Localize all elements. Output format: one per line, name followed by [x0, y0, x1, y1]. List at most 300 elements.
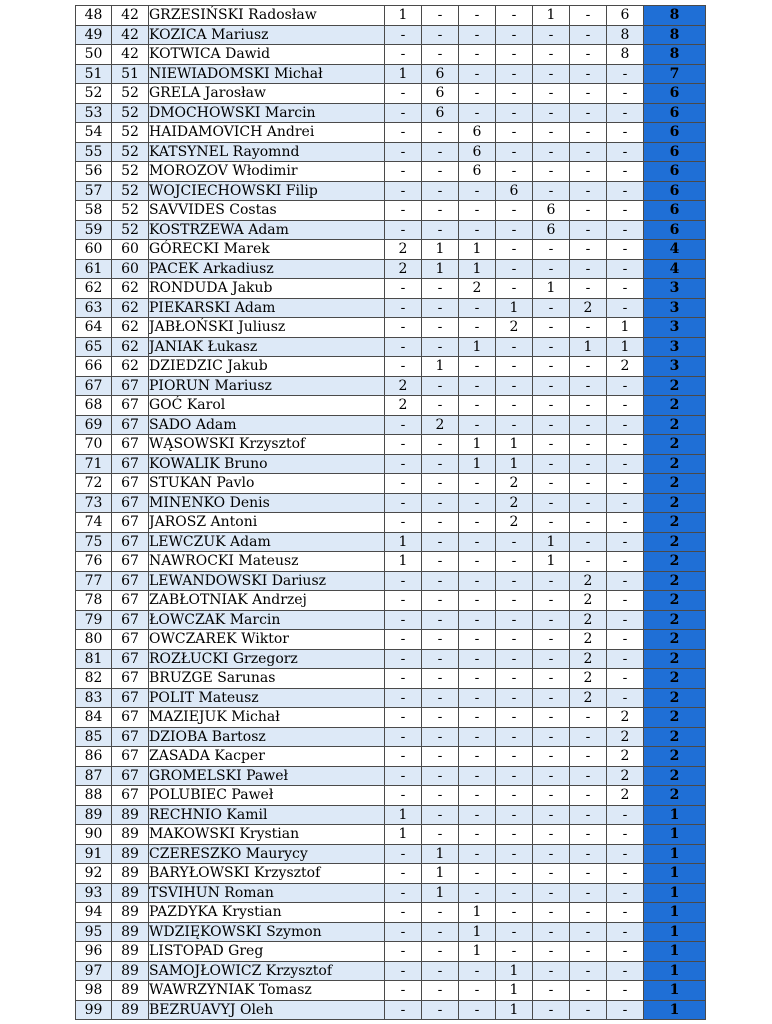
total-points-cell: 2 — [644, 376, 706, 396]
player-name-cell: CZERESZKO Maurycy — [149, 844, 385, 864]
tournament-score-cell: - — [607, 493, 644, 513]
table-row — [76, 708, 706, 728]
tournament-score-cell: 1 — [459, 240, 496, 260]
tournament-score-cell: - — [533, 883, 570, 903]
tournament-score-cell: 2 — [385, 240, 422, 260]
tournament-score-cell: - — [422, 318, 459, 338]
tournament-score-cell: - — [607, 259, 644, 279]
tournament-score-cell: 2 — [570, 571, 607, 591]
tournament-score-cell: - — [385, 961, 422, 981]
tournament-score-cell: - — [385, 103, 422, 123]
tied-place-cell: 67 — [112, 630, 149, 650]
position-cell: 71 — [76, 454, 112, 474]
tournament-score-cell: 1 — [533, 6, 570, 26]
ranking-table — [75, 5, 706, 1020]
table-row — [76, 201, 706, 221]
tournament-score-cell: - — [607, 532, 644, 552]
tournament-score-cell: - — [459, 591, 496, 611]
total-points-cell: 2 — [644, 571, 706, 591]
tournament-score-cell: - — [533, 922, 570, 942]
tournament-score-cell: - — [570, 103, 607, 123]
total-points-cell: 2 — [644, 610, 706, 630]
position-cell: 79 — [76, 610, 112, 630]
tournament-score-cell: - — [570, 201, 607, 221]
tournament-score-cell: - — [459, 64, 496, 84]
tournament-score-cell: 2 — [607, 766, 644, 786]
position-cell: 51 — [76, 64, 112, 84]
tied-place-cell: 67 — [112, 474, 149, 494]
total-points-cell: 2 — [644, 435, 706, 455]
tournament-score-cell: - — [385, 318, 422, 338]
tournament-score-cell: - — [459, 844, 496, 864]
tournament-score-cell: - — [533, 357, 570, 377]
total-points-cell: 2 — [644, 688, 706, 708]
tournament-score-cell: - — [422, 552, 459, 572]
tournament-score-cell: - — [570, 84, 607, 104]
tournament-score-cell: 1 — [459, 259, 496, 279]
table-row — [76, 571, 706, 591]
table-row — [76, 903, 706, 923]
position-cell: 50 — [76, 45, 112, 65]
tournament-score-cell: - — [385, 337, 422, 357]
position-cell: 74 — [76, 513, 112, 533]
tournament-score-cell: - — [385, 844, 422, 864]
tournament-score-cell: - — [496, 922, 533, 942]
tournament-score-cell: 1 — [496, 435, 533, 455]
tournament-score-cell: - — [496, 376, 533, 396]
player-name-cell: DZIEDZIC Jakub — [149, 357, 385, 377]
player-name-cell: POLIT Mateusz — [149, 688, 385, 708]
tournament-score-cell: 1 — [496, 981, 533, 1001]
tournament-score-cell: - — [533, 181, 570, 201]
tournament-score-cell: - — [607, 630, 644, 650]
position-cell: 57 — [76, 181, 112, 201]
tournament-score-cell: - — [459, 103, 496, 123]
total-points-cell: 3 — [644, 357, 706, 377]
position-cell: 64 — [76, 318, 112, 338]
position-cell: 61 — [76, 259, 112, 279]
tournament-score-cell: - — [459, 532, 496, 552]
position-cell: 52 — [76, 84, 112, 104]
tournament-score-cell: 1 — [496, 454, 533, 474]
tournament-score-cell: - — [533, 435, 570, 455]
tournament-score-cell: - — [570, 279, 607, 299]
tournament-score-cell: 1 — [496, 298, 533, 318]
tournament-score-cell: 2 — [422, 415, 459, 435]
tournament-score-cell: - — [385, 727, 422, 747]
tournament-score-cell: - — [496, 259, 533, 279]
total-points-cell: 2 — [644, 708, 706, 728]
tournament-score-cell: - — [570, 259, 607, 279]
tournament-score-cell: - — [459, 181, 496, 201]
tournament-score-cell: - — [533, 142, 570, 162]
tournament-score-cell: 2 — [570, 610, 607, 630]
table-row — [76, 103, 706, 123]
tournament-score-cell: 2 — [607, 786, 644, 806]
tied-place-cell: 67 — [112, 688, 149, 708]
tournament-score-cell: - — [570, 552, 607, 572]
tournament-score-cell: - — [385, 786, 422, 806]
tournament-score-cell: - — [533, 864, 570, 884]
position-cell: 90 — [76, 825, 112, 845]
table-row — [76, 435, 706, 455]
tournament-score-cell: 1 — [385, 825, 422, 845]
player-name-cell: DMOCHOWSKI Marcin — [149, 103, 385, 123]
position-cell: 81 — [76, 649, 112, 669]
player-name-cell: MOROZOV Włodimir — [149, 162, 385, 182]
tournament-score-cell: - — [533, 708, 570, 728]
tournament-score-cell: - — [422, 25, 459, 45]
total-points-cell: 2 — [644, 532, 706, 552]
tournament-score-cell: - — [385, 610, 422, 630]
table-row — [76, 591, 706, 611]
tied-place-cell: 89 — [112, 844, 149, 864]
table-row — [76, 64, 706, 84]
tied-place-cell: 89 — [112, 903, 149, 923]
tournament-score-cell: - — [422, 532, 459, 552]
position-cell: 55 — [76, 142, 112, 162]
tournament-score-cell: 2 — [459, 279, 496, 299]
tournament-score-cell: - — [570, 747, 607, 767]
tournament-score-cell: 1 — [459, 435, 496, 455]
tournament-score-cell: - — [570, 435, 607, 455]
tournament-score-cell: 1 — [459, 454, 496, 474]
tournament-score-cell: - — [607, 669, 644, 689]
player-name-cell: DZIOBA Bartosz — [149, 727, 385, 747]
tournament-score-cell: - — [533, 298, 570, 318]
tournament-score-cell: - — [533, 786, 570, 806]
tournament-score-cell: 1 — [385, 6, 422, 26]
tournament-score-cell: - — [607, 883, 644, 903]
tournament-score-cell: - — [385, 922, 422, 942]
tournament-score-cell: 8 — [607, 25, 644, 45]
tournament-score-cell: 8 — [607, 45, 644, 65]
tournament-score-cell: 2 — [496, 513, 533, 533]
tournament-score-cell: - — [385, 883, 422, 903]
tournament-score-cell: - — [570, 220, 607, 240]
tied-place-cell: 89 — [112, 864, 149, 884]
table-row — [76, 961, 706, 981]
tournament-score-cell: - — [385, 747, 422, 767]
tournament-score-cell: 2 — [607, 727, 644, 747]
player-name-cell: KOWALIK Bruno — [149, 454, 385, 474]
player-name-cell: GROMELSKI Paweł — [149, 766, 385, 786]
tied-place-cell: 67 — [112, 435, 149, 455]
tied-place-cell: 67 — [112, 747, 149, 767]
total-points-cell: 2 — [644, 766, 706, 786]
tied-place-cell: 52 — [112, 123, 149, 143]
tournament-score-cell: - — [570, 45, 607, 65]
tournament-score-cell: - — [496, 610, 533, 630]
tournament-score-cell: 6 — [533, 220, 570, 240]
tournament-score-cell: - — [533, 123, 570, 143]
tied-place-cell: 67 — [112, 376, 149, 396]
tied-place-cell: 62 — [112, 357, 149, 377]
tournament-score-cell: - — [496, 708, 533, 728]
tournament-score-cell: - — [385, 688, 422, 708]
position-cell: 98 — [76, 981, 112, 1001]
player-name-cell: PACEK Arkadiusz — [149, 259, 385, 279]
tournament-score-cell: - — [570, 864, 607, 884]
tournament-score-cell: - — [422, 162, 459, 182]
table-row — [76, 240, 706, 260]
tournament-score-cell: - — [385, 162, 422, 182]
tournament-score-cell: - — [533, 630, 570, 650]
tournament-score-cell: - — [385, 708, 422, 728]
total-points-cell: 1 — [644, 825, 706, 845]
table-row — [76, 220, 706, 240]
tied-place-cell: 89 — [112, 825, 149, 845]
tournament-score-cell: - — [422, 571, 459, 591]
tournament-score-cell: - — [607, 376, 644, 396]
position-cell: 54 — [76, 123, 112, 143]
player-name-cell: BEZRUAVYJ Oleh — [149, 1000, 385, 1020]
tournament-score-cell: - — [570, 903, 607, 923]
tournament-score-cell: - — [422, 396, 459, 416]
tournament-score-cell: - — [459, 84, 496, 104]
tournament-score-cell: - — [607, 942, 644, 962]
tournament-score-cell: 2 — [385, 376, 422, 396]
tournament-score-cell: - — [422, 591, 459, 611]
tournament-score-cell: - — [496, 64, 533, 84]
player-name-cell: JANIAK Łukasz — [149, 337, 385, 357]
tournament-score-cell: - — [422, 942, 459, 962]
tournament-score-cell: - — [570, 825, 607, 845]
tournament-score-cell: 2 — [607, 357, 644, 377]
tournament-score-cell: - — [533, 454, 570, 474]
tournament-score-cell: - — [533, 942, 570, 962]
table-row — [76, 337, 706, 357]
tournament-score-cell: - — [607, 864, 644, 884]
tournament-score-cell: - — [422, 337, 459, 357]
tournament-score-cell: - — [570, 162, 607, 182]
tournament-score-cell: - — [385, 981, 422, 1001]
tied-place-cell: 52 — [112, 84, 149, 104]
tournament-score-cell: - — [570, 883, 607, 903]
tournament-score-cell: - — [607, 298, 644, 318]
position-cell: 67 — [76, 376, 112, 396]
total-points-cell: 2 — [644, 493, 706, 513]
player-name-cell: ZASADA Kacper — [149, 747, 385, 767]
tournament-score-cell: - — [570, 922, 607, 942]
player-name-cell: SAMOJŁOWICZ Krzysztof — [149, 961, 385, 981]
tournament-score-cell: - — [422, 142, 459, 162]
tournament-score-cell: 2 — [570, 298, 607, 318]
tournament-score-cell: - — [607, 591, 644, 611]
tournament-score-cell: 1 — [533, 552, 570, 572]
tournament-score-cell: - — [570, 64, 607, 84]
tournament-score-cell: - — [533, 415, 570, 435]
tournament-score-cell: - — [533, 513, 570, 533]
tournament-score-cell: - — [422, 6, 459, 26]
total-points-cell: 3 — [644, 318, 706, 338]
total-points-cell: 1 — [644, 844, 706, 864]
tournament-score-cell: 1 — [533, 532, 570, 552]
tournament-score-cell: - — [496, 396, 533, 416]
tournament-score-cell: - — [533, 64, 570, 84]
tournament-score-cell: - — [422, 708, 459, 728]
tied-place-cell: 67 — [112, 415, 149, 435]
tournament-score-cell: - — [570, 786, 607, 806]
player-name-cell: RONDUDA Jakub — [149, 279, 385, 299]
tournament-score-cell: 6 — [459, 123, 496, 143]
tournament-score-cell: - — [459, 688, 496, 708]
tournament-score-cell: - — [496, 415, 533, 435]
table-row — [76, 474, 706, 494]
tournament-score-cell: - — [533, 571, 570, 591]
tied-place-cell: 67 — [112, 591, 149, 611]
tournament-score-cell: 1 — [496, 961, 533, 981]
tournament-score-cell: - — [422, 630, 459, 650]
total-points-cell: 8 — [644, 6, 706, 26]
position-cell: 80 — [76, 630, 112, 650]
tied-place-cell: 67 — [112, 513, 149, 533]
tournament-score-cell: - — [570, 415, 607, 435]
position-cell: 65 — [76, 337, 112, 357]
table-row — [76, 864, 706, 884]
tournament-score-cell: - — [496, 84, 533, 104]
tied-place-cell: 89 — [112, 805, 149, 825]
total-points-cell: 1 — [644, 805, 706, 825]
tournament-score-cell: - — [607, 474, 644, 494]
tournament-score-cell: - — [459, 6, 496, 26]
tied-place-cell: 52 — [112, 220, 149, 240]
tied-place-cell: 52 — [112, 181, 149, 201]
tournament-score-cell: - — [570, 318, 607, 338]
tied-place-cell: 67 — [112, 532, 149, 552]
tournament-score-cell: - — [422, 220, 459, 240]
total-points-cell: 1 — [644, 961, 706, 981]
tournament-score-cell: 2 — [570, 688, 607, 708]
tournament-score-cell: - — [459, 298, 496, 318]
position-cell: 49 — [76, 25, 112, 45]
tournament-score-cell: 2 — [496, 318, 533, 338]
tournament-score-cell: 2 — [570, 669, 607, 689]
table-row — [76, 181, 706, 201]
tournament-score-cell: - — [385, 201, 422, 221]
total-points-cell: 2 — [644, 513, 706, 533]
tournament-score-cell: - — [422, 279, 459, 299]
position-cell: 63 — [76, 298, 112, 318]
tournament-score-cell: - — [385, 474, 422, 494]
tied-place-cell: 42 — [112, 45, 149, 65]
tournament-score-cell: - — [422, 766, 459, 786]
tournament-score-cell: - — [459, 883, 496, 903]
tournament-score-cell: - — [607, 825, 644, 845]
tournament-score-cell: - — [496, 220, 533, 240]
tournament-score-cell: - — [496, 162, 533, 182]
total-points-cell: 6 — [644, 220, 706, 240]
total-points-cell: 3 — [644, 298, 706, 318]
position-cell: 60 — [76, 240, 112, 260]
tournament-score-cell: - — [496, 883, 533, 903]
position-cell: 48 — [76, 6, 112, 26]
tournament-score-cell: 1 — [422, 357, 459, 377]
player-name-cell: ROZŁUCKI Grzegorz — [149, 649, 385, 669]
table-row — [76, 376, 706, 396]
tied-place-cell: 67 — [112, 766, 149, 786]
tournament-score-cell: 1 — [422, 864, 459, 884]
table-row — [76, 162, 706, 182]
player-name-cell: MAZIEJUK Michał — [149, 708, 385, 728]
tournament-score-cell: - — [422, 474, 459, 494]
tournament-score-cell: - — [422, 825, 459, 845]
tournament-score-cell: - — [422, 513, 459, 533]
player-name-cell: PIORUN Mariusz — [149, 376, 385, 396]
tournament-score-cell: - — [385, 279, 422, 299]
tournament-score-cell: - — [607, 922, 644, 942]
tournament-score-cell: - — [385, 630, 422, 650]
total-points-cell: 2 — [644, 396, 706, 416]
tournament-score-cell: - — [385, 903, 422, 923]
tournament-score-cell: - — [459, 493, 496, 513]
tournament-score-cell: - — [459, 571, 496, 591]
player-name-cell: SADO Adam — [149, 415, 385, 435]
tournament-score-cell: - — [459, 552, 496, 572]
position-cell: 75 — [76, 532, 112, 552]
tournament-score-cell: 1 — [422, 259, 459, 279]
position-cell: 93 — [76, 883, 112, 903]
total-points-cell: 2 — [644, 454, 706, 474]
position-cell: 59 — [76, 220, 112, 240]
position-cell: 68 — [76, 396, 112, 416]
tournament-score-cell: - — [496, 903, 533, 923]
position-cell: 77 — [76, 571, 112, 591]
tournament-score-cell: - — [533, 805, 570, 825]
tournament-score-cell: - — [533, 337, 570, 357]
position-cell: 85 — [76, 727, 112, 747]
table-row — [76, 493, 706, 513]
total-points-cell: 1 — [644, 922, 706, 942]
tournament-score-cell: - — [607, 961, 644, 981]
tournament-score-cell: - — [607, 396, 644, 416]
tournament-score-cell: 6 — [459, 142, 496, 162]
tournament-score-cell: - — [570, 942, 607, 962]
tournament-score-cell: - — [385, 435, 422, 455]
table-row — [76, 25, 706, 45]
tournament-score-cell: - — [385, 415, 422, 435]
tournament-score-cell: - — [385, 669, 422, 689]
tournament-score-cell: - — [496, 864, 533, 884]
tied-place-cell: 89 — [112, 942, 149, 962]
table-row — [76, 1000, 706, 1020]
tournament-score-cell: - — [570, 474, 607, 494]
tournament-score-cell: - — [607, 415, 644, 435]
position-cell: 62 — [76, 279, 112, 299]
tournament-score-cell: - — [570, 766, 607, 786]
tournament-score-cell: - — [496, 688, 533, 708]
tournament-score-cell: - — [607, 454, 644, 474]
tournament-score-cell: - — [496, 357, 533, 377]
tournament-score-cell: - — [459, 786, 496, 806]
total-points-cell: 1 — [644, 981, 706, 1001]
position-cell: 96 — [76, 942, 112, 962]
tournament-score-cell: - — [607, 649, 644, 669]
player-name-cell: ZABŁOTNIAK Andrzej — [149, 591, 385, 611]
tournament-score-cell: - — [533, 747, 570, 767]
tournament-score-cell: - — [459, 220, 496, 240]
tied-place-cell: 67 — [112, 610, 149, 630]
tied-place-cell: 60 — [112, 259, 149, 279]
tournament-score-cell: - — [570, 708, 607, 728]
position-cell: 87 — [76, 766, 112, 786]
player-name-cell: WAWRZYNIAK Tomasz — [149, 981, 385, 1001]
total-points-cell: 8 — [644, 45, 706, 65]
tournament-score-cell: 6 — [496, 181, 533, 201]
total-points-cell: 6 — [644, 123, 706, 143]
tournament-score-cell: 1 — [422, 844, 459, 864]
total-points-cell: 1 — [644, 864, 706, 884]
